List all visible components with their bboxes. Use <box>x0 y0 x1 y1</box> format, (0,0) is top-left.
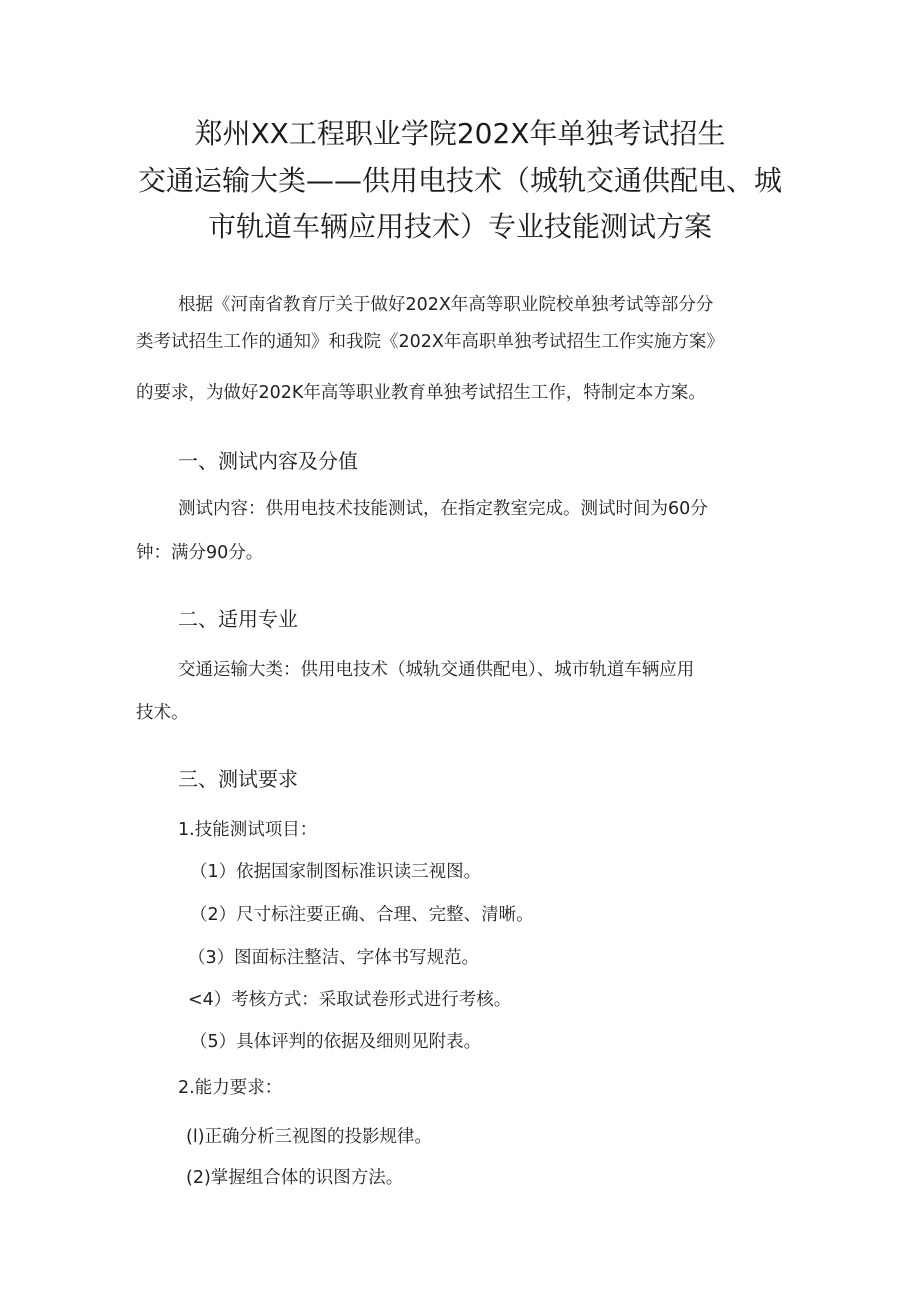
section3-heading: 三、测试要求 <box>178 767 298 791</box>
skill-test-item-4: <4）考核方式：采取试卷形式进行考核。 <box>188 990 512 1010</box>
section1-heading: 一、测试内容及分值 <box>178 449 358 473</box>
section1-body-line-1: 测试内容：供用电技术技能测试，在指定教室完成。测试时间为60分 <box>178 499 708 519</box>
section2-body-line-1: 交通运输大类：供用电技术（城轨交通供配电）、城市轨道车辆应用 <box>178 660 695 680</box>
section2-body-line-2: 技术。 <box>136 703 189 723</box>
intro-line-3: 的要求，为做好202K年高等职业教育单独考试招生工作，特制定本方案。 <box>136 383 706 403</box>
section2-heading: 二、适用专业 <box>178 607 298 631</box>
title-line-3: 市轨道车辆应用技术）专业技能测试方案 <box>207 210 712 243</box>
ability-item-1: (l)正确分析三视图的投影规律。 <box>186 1127 433 1147</box>
skill-test-item-1: （1）依据国家制图标准识读三视图。 <box>190 862 482 882</box>
intro-line-2: 类考试招生工作的通知》和我院《202X年高职单独考试招生工作实施方案》 <box>136 332 724 352</box>
skill-test-item-5: （5）具体评判的依据及细则见附表。 <box>190 1032 482 1052</box>
intro-line-1: 根据《河南省教育厅关于做好202X年高等职业院校单独考试等部分分 <box>178 295 714 315</box>
skill-test-item-3: （3）图面标注整洁、字体书写规范。 <box>188 948 480 968</box>
section1-body-line-2: 钟：满分90分。 <box>136 543 264 563</box>
ability-item-2: (2)掌握组合体的识图方法。 <box>186 1168 404 1188</box>
skill-test-items-title: 1.技能测试项目： <box>178 820 318 840</box>
ability-requirements-title: 2.能力要求： <box>178 1078 283 1098</box>
title-line-1: 郑州XX工程职业学院202X年单独考试招生 <box>194 117 726 150</box>
title-line-2: 交通运输大类——供用电技术（城轨交通供配电、城 <box>137 164 782 197</box>
skill-test-item-2: （2）尺寸标注要正确、合理、完整、清晰。 <box>190 905 534 925</box>
